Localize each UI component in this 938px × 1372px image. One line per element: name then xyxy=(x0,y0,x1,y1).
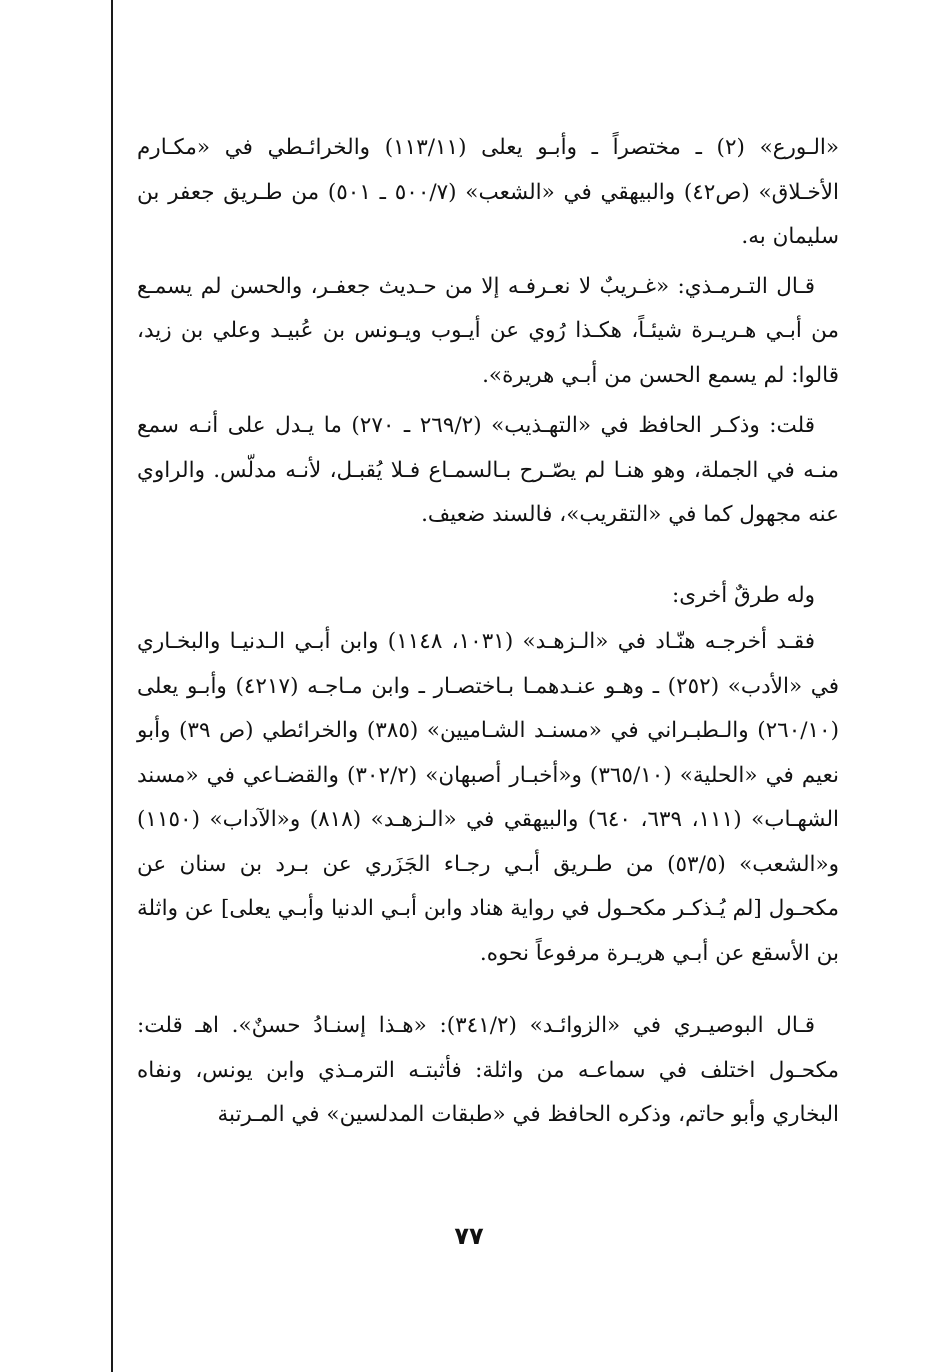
page-body xyxy=(137,126,839,1138)
section-heading: وله طرقٌ أخرى: xyxy=(672,582,815,608)
paragraph-1: «الـورع» (٢) ـ مختصراً ـ وأبـو يعلى (١١٣/١١) والخرائـطي في «مكـارم الأخـلاق» (ص٤٢) والبيهقي في «الشعب» (٥٠٠/٧ ـ ٥٠١) من طـريق جعفر بن سليمان به. xyxy=(137,135,840,249)
paragraph-4: فقـد أخرجـه هنّـاد في «الـزهـد» (١٠٣١، ١١٤٨) وابن أبـي الـدنيـا والبخـاري في «الأدب» (٢٥٢) ـ وهـو عنـدهمـا بـاختصـار ـ وابن مـاجـه (٤٢١٧) وأبـو يعلى (٢٦٠/١٠) والـطبـراني في «مسنـد الشـاميين» (٣٨٥) والخرائطي (ص ٣٩) وأبو نعيم في «الحلية» (٣٦٥/١٠) و«أخبـار أصبهان» (٣٠٢/٢) والقضـاعي في «مسند الشهـاب» (١١١، ٦٣٩، ٦٤٠) والبيهقي في «الـزهـد» (٨١٨) و«الآداب» (١١٥٠) و«الشعب» (٥٣/٥) من طـريق أبـي رجـاء الجَزَري عن بـرد بن سنان عن مكحـول [لم يُـذكـر مكحـول في رواية هناد وابن أبـي الدنيا وأبـي يعلى] عن واثلة بن الأسقع عن أبـي هريـرة مرفوعاً نحوه. xyxy=(137,629,840,966)
page-number: ٧٧ xyxy=(454,1222,484,1250)
paragraph-3: قلت: وذكـر الحافظ في «التهـذيب» (٢٦٩/٢ ـ ٢٧٠) ما يـدل على أنـه سمع منـه في الجملة، وهو هنـا لم يصّـرح بـالسمـاع فـلا يُقبـل، لأنـه مدلّس. والراوي عنه مجهول كما في «التقريب»، فالسند ضعيف. xyxy=(137,413,839,527)
paragraph-2: قـال التـرمـذي: «غـريبٌ لا نعـرفـه إلا من حـديث جعفـر، والحسن لم يسمـع من أبـي هـريـرة شيئـاً، هكـذا رُوي عن أيـوب ويـونس بن عُبيـد وعلي بن زيد، قالوا: لم يسمع الحسن من أبـي هريرة». xyxy=(137,273,839,388)
margin-rule xyxy=(111,0,113,1372)
paragraph-5: قـال البوصيـري في «الزوائـد» (٣٤١/٢): «هـذا إسنـادُ حسنٌ». اهـ قلت: مكحـول اختلف في سماعـه من واثلة: فأثبتـه الترمـذي وابن يونس، ونفاه البخاري وأبو حاتم، وذكره الحافظ في «طبقات المدلسين» في المـرتبة xyxy=(137,1013,839,1127)
